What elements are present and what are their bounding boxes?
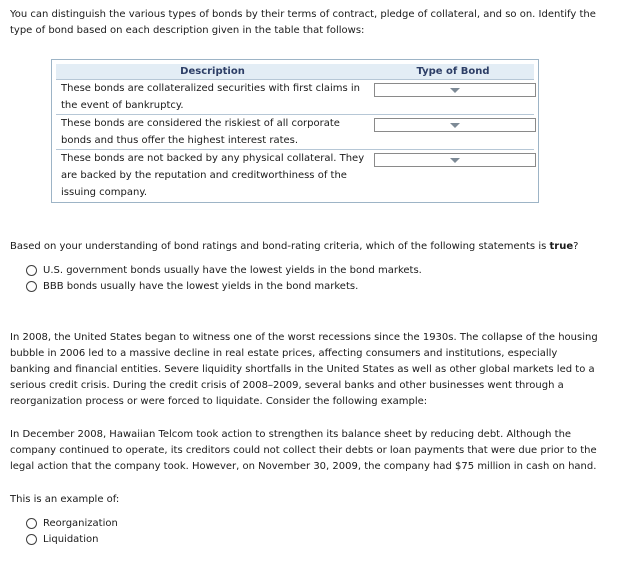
radio-label: Liquidation — [43, 534, 99, 545]
table-header — [56, 64, 534, 79]
bond-type-dropdown-3[interactable] — [374, 153, 536, 167]
radio-label: Reorganization — [43, 518, 118, 529]
question-text: Based on your understanding of bond ratings and bond-rating criteria, which of the following statements is — [10, 241, 550, 252]
chevron-down-icon — [450, 88, 460, 93]
bond-type-table — [51, 59, 539, 203]
radio-button[interactable] — [26, 518, 37, 529]
table-row — [56, 79, 534, 114]
row-description: These bonds are not backed by any physical collateral. They are backed by the reputation and creditworthiness of the issuing company. — [61, 153, 365, 198]
table-row — [56, 114, 534, 149]
question-bond-ratings — [10, 239, 600, 255]
radio-option-reorganization[interactable] — [26, 517, 118, 531]
radio-button[interactable] — [26, 534, 37, 545]
intro-text: You can distinguish the various types of bonds by their terms of contract, pledge of collateral, and so on. Identify the type of bond based on each description given in the table that follows: — [10, 9, 596, 36]
question-emphasis: true — [549, 241, 574, 252]
header-description: Description — [180, 66, 245, 77]
radio-button[interactable] — [26, 281, 37, 292]
bond-type-dropdown-2[interactable] — [374, 118, 536, 132]
radio-option-us-government[interactable] — [26, 264, 422, 278]
radio-label: U.S. government bonds usually have the lowest yields in the bond markets. — [43, 265, 422, 276]
chevron-down-icon — [450, 123, 460, 128]
row-description: These bonds are considered the riskiest of all corporate bonds and thus offer the highest interest rates. — [61, 118, 340, 146]
radio-button[interactable] — [26, 265, 37, 276]
radio-option-bbb[interactable] — [26, 280, 358, 294]
context-paragraph-hawaiian-telcom: In December 2008, Hawaiian Telcom took action to strengthen its balance sheet by reducing debt. Although the company continued to operate, its creditors could not collect their debts or loan payments that were due prior to the legal action that the company took. However, on November 30, 2009, the company had $75 million in cash on hand. — [10, 429, 597, 472]
row-description: These bonds are collateralized securities with first claims in the event of bankruptcy. — [61, 83, 360, 111]
table-row — [56, 149, 534, 201]
question-punctuation: ? — [573, 241, 579, 252]
bond-type-dropdown-1[interactable] — [374, 83, 536, 97]
question-example-of: This is an example of: — [10, 494, 120, 505]
header-type-of-bond: Type of Bond — [416, 66, 490, 77]
radio-option-liquidation[interactable] — [26, 533, 98, 547]
chevron-down-icon — [450, 158, 460, 163]
context-paragraph-recession: In 2008, the United States began to witness one of the worst recessions since the 1930s. The collapse of the housing bubble in 2006 led to a massive decline in real estate prices, affecting consumers and institutions, especially banking and financial entities. Severe liquidity shortfalls in the United States as well as other global markets led to a serious credit crisis. During the credit crisis of 2008–2009, several banks and other businesses went through a reorganization process or were forced to liquidate. Consider the following example: — [10, 332, 598, 407]
radio-label: BBB bonds usually have the lowest yields in the bond markets. — [43, 281, 359, 292]
